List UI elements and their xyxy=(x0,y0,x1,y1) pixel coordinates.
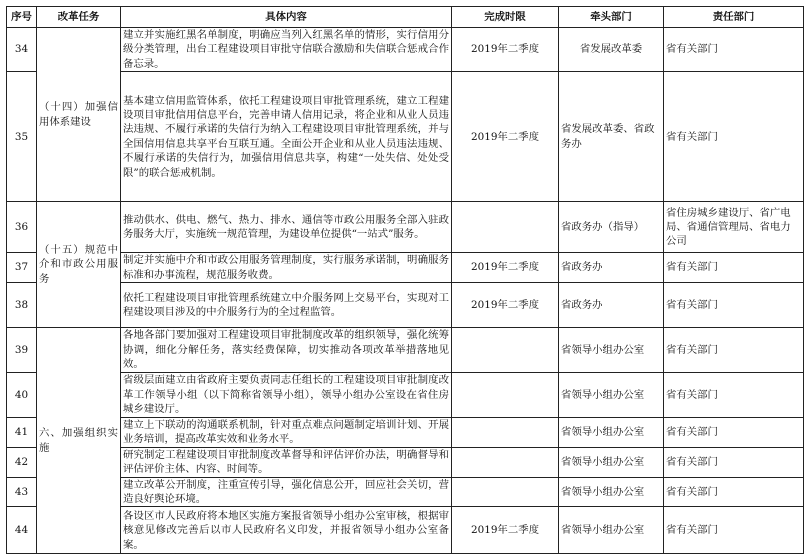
resp-dept-cell: 省有关部门 xyxy=(664,418,804,448)
content-cell: 推动供水、供电、燃气、热力、排水、通信等市政公用服务全部入驻政务服务大厅，实施统一规范管理，为建设单位提供“一站式”服务。 xyxy=(121,202,452,253)
content-cell: 建立改革公开制度，注重宣传引导，强化信息公开，回应社会关切，营造良好舆论环境。 xyxy=(121,477,452,507)
row-number: 43 xyxy=(7,477,37,507)
deadline-cell: 2019年二季度 xyxy=(452,507,559,554)
content-cell: 建立上下联动的沟通联系机制，针对重点难点问题制定培训计划、开展业务培训，提高改革实效和业务水平。 xyxy=(121,418,452,448)
table-row xyxy=(7,202,804,253)
deadline-cell: 2019年二季度 xyxy=(452,72,559,202)
resp-dept-cell: 省有关部门 xyxy=(664,328,804,373)
resp-dept-cell: 省有关部门 xyxy=(664,72,804,202)
resp-dept-cell: 省有关部门 xyxy=(664,373,804,418)
row-number: 38 xyxy=(7,283,37,328)
resp-dept-cell: 省有关部门 xyxy=(664,507,804,554)
task-cell: （十五）规范中介和市政公用服务 xyxy=(37,202,121,328)
row-number: 41 xyxy=(7,418,37,448)
lead-dept-cell: 省领导小组办公室 xyxy=(559,418,664,448)
lead-dept-cell: 省领导小组办公室 xyxy=(559,373,664,418)
table-row xyxy=(7,253,804,283)
deadline-cell: 2019年二季度 xyxy=(452,283,559,328)
deadline-cell xyxy=(452,447,559,477)
content-cell: 依托工程建设项目审批管理系统建立中介服务网上交易平台，实现对工程建设项目涉及的中介服务行为的全过程监管。 xyxy=(121,283,452,328)
row-number: 35 xyxy=(7,72,37,202)
lead-dept-cell: 省政务办 xyxy=(559,253,664,283)
resp-dept-cell: 省有关部门 xyxy=(664,253,804,283)
task-cell: 六、加强组织实施 xyxy=(37,328,121,554)
row-number: 39 xyxy=(7,328,37,373)
header-resp-dept: 责任部门 xyxy=(664,7,804,28)
lead-dept-cell: 省政务办 xyxy=(559,283,664,328)
content-cell: 研究制定工程建设项目审批制度改革督导和评估评价办法，明确督导和评估评价主体、内容、时间等。 xyxy=(121,447,452,477)
reform-task-table xyxy=(6,6,804,554)
deadline-cell xyxy=(452,373,559,418)
lead-dept-cell: 省领导小组办公室 xyxy=(559,477,664,507)
resp-dept-cell: 省有关部门 xyxy=(664,477,804,507)
table-row xyxy=(7,28,804,72)
row-number: 40 xyxy=(7,373,37,418)
deadline-cell: 2019年二季度 xyxy=(452,253,559,283)
resp-dept-cell: 省有关部门 xyxy=(664,447,804,477)
table-row xyxy=(7,418,804,448)
header-content: 具体内容 xyxy=(121,7,452,28)
deadline-cell xyxy=(452,418,559,448)
table-row xyxy=(7,507,804,554)
header-task: 改革任务 xyxy=(37,7,121,28)
lead-dept-cell: 省领导小组办公室 xyxy=(559,507,664,554)
header-lead-dept: 牵头部门 xyxy=(559,7,664,28)
lead-dept-cell: 省政务办（指导） xyxy=(559,202,664,253)
row-number: 42 xyxy=(7,447,37,477)
row-number: 37 xyxy=(7,253,37,283)
resp-dept-cell: 省住房城乡建设厅、省广电局、省通信管理局、省电力公司 xyxy=(664,202,804,253)
table-row xyxy=(7,328,804,373)
content-cell: 省级层面建立由省政府主要负责同志任组长的工程建设项目审批制度改革工作领导小组（以下简称省领导小组），领导小组办公室设在省住房城乡建设厅。 xyxy=(121,373,452,418)
table-row xyxy=(7,373,804,418)
content-cell: 建立并实施红黑名单制度，明确应当列入红黑名单的情形，实行信用分级分类管理，出台工程建设项目审批守信联合激励和失信联合惩戒合作备忘录。 xyxy=(121,28,452,72)
content-cell: 各地各部门要加强对工程建设项目审批制度改革的组织领导，强化统筹协调，细化分解任务，落实经费保障，切实推动各项改革举措落地见效。 xyxy=(121,328,452,373)
row-number: 36 xyxy=(7,202,37,253)
resp-dept-cell: 省有关部门 xyxy=(664,283,804,328)
header-deadline: 完成时限 xyxy=(452,7,559,28)
deadline-cell xyxy=(452,477,559,507)
table-row xyxy=(7,477,804,507)
deadline-cell: 2019年二季度 xyxy=(452,28,559,72)
row-number: 44 xyxy=(7,507,37,554)
lead-dept-cell: 省发展改革委、省政务办 xyxy=(559,72,664,202)
task-cell: （十四）加强信用体系建设 xyxy=(37,28,121,202)
deadline-cell xyxy=(452,202,559,253)
resp-dept-cell: 省有关部门 xyxy=(664,28,804,72)
lead-dept-cell: 省领导小组办公室 xyxy=(559,328,664,373)
table-row xyxy=(7,72,804,202)
content-cell: 基本建立信用监管体系，依托工程建设项目审批管理系统，建立工程建设项目审批信用信息平台，完善申请人信用记录，将企业和从业人员违法违规、不履行承诺的失信行为纳入工程建设项目审批管理系统，并与全国信用信息共享平台互联互通。全面公开企业和从业人员违法违规、不履行承诺的失信行为，加强信用信息共享，构建“一处失信、处处受限”的联合惩戒机制。 xyxy=(121,72,452,202)
deadline-cell xyxy=(452,328,559,373)
table-row xyxy=(7,283,804,328)
row-number: 34 xyxy=(7,28,37,72)
content-cell: 各设区市人民政府将本地区实施方案报省领导小组办公室审核，根据审核意见修改完善后以市人民政府名义印发，并报省领导小组办公室备案。 xyxy=(121,507,452,554)
content-cell: 制定并实施中介和市政公用服务管理制度，实行服务承诺制，明确服务标准和办事流程，规范服务收费。 xyxy=(121,253,452,283)
lead-dept-cell: 省发展改革委 xyxy=(559,28,664,72)
header-no: 序号 xyxy=(7,7,37,28)
lead-dept-cell: 省领导小组办公室 xyxy=(559,447,664,477)
header-row xyxy=(7,7,804,28)
table-row xyxy=(7,447,804,477)
